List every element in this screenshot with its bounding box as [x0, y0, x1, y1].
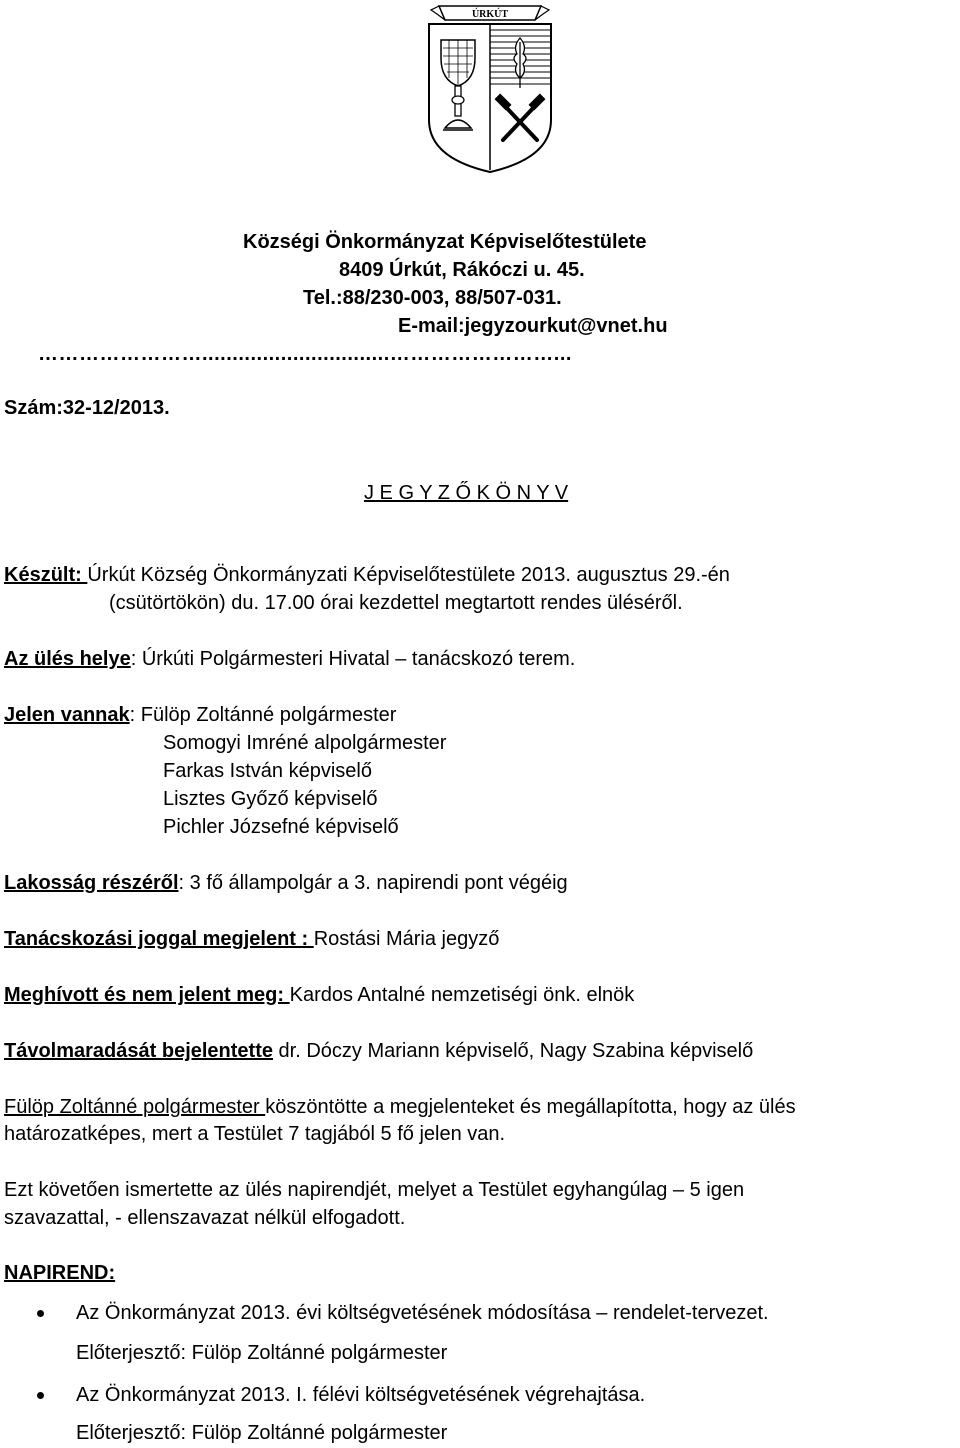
keszult-line-1 [4, 564, 730, 587]
keszult-text: Úrkút Község Önkormányzati Képviselőtestülete 2013. augusztus 29.-én [87, 564, 730, 586]
agenda-approval-line-2: szavazattal, - ellenszavazat nélkül elfogadott. [4, 1207, 406, 1229]
advisory-attendee [4, 928, 499, 951]
keszult-label: Készült: [4, 564, 88, 586]
greeting-line-2: határozatképes, mert a Testület 7 tagjából 5 fő jelen van. [4, 1123, 506, 1145]
public-attendance-label: Lakosság részéről [4, 872, 179, 894]
public-attendance [4, 872, 568, 895]
invited-absent-text: Kardos Antalné nemzetiségi önk. elnök [289, 984, 635, 1006]
org-email: E-mail:jegyzourkut@vnet.hu [398, 315, 668, 337]
invited-absent [4, 984, 634, 1007]
org-name: Községi Önkormányzat Képviselőtestülete [243, 231, 647, 253]
coat-of-arms [425, 0, 555, 175]
attendee-3: Farkas István képviselő [163, 760, 372, 782]
attendee-4: Lisztes Győző képviselő [163, 788, 378, 810]
meeting-location [4, 648, 575, 671]
agenda-item-2-presenter: Előterjesztő: Fülöp Zoltánné polgármester [76, 1422, 448, 1444]
header-separator: ……………………...............................……………………... [38, 343, 572, 365]
greeting-line-1 [4, 1096, 796, 1119]
greeting-label: Fülöp Zoltánné polgármester [4, 1096, 266, 1118]
meeting-location-label: Az ülés helye [4, 648, 131, 670]
crest-banner-text: ÚRKÚT [471, 9, 509, 20]
agenda-title: NAPIREND: [4, 1262, 116, 1284]
announced-absence [4, 1040, 753, 1063]
meeting-location-text: : Úrkúti Polgármesteri Hivatal – tanácskozó terem. [130, 648, 576, 670]
keszult-line-2: (csütörtökön) du. 17.00 órai kezdettel megtartott rendes üléséről. [109, 592, 683, 614]
reference-number: Szám:32-12/2013. [4, 397, 170, 419]
org-address: 8409 Úrkút, Rákóczi u. 45. [339, 259, 585, 281]
agenda-item-2: Az Önkormányzat 2013. I. félévi költségvetésének végrehajtása. [76, 1384, 646, 1406]
attendees-first [4, 704, 396, 727]
attendees-label: Jelen vannak [4, 704, 130, 726]
public-attendance-text: : 3 fő állampolgár a 3. napirendi pont végéig [178, 872, 568, 894]
greeting-text: köszöntötte a megjelenteket és megállapította, hogy az ülés [265, 1096, 796, 1118]
announced-absence-label: Távolmaradását bejelentette [4, 1040, 273, 1062]
agenda-item-1-presenter: Előterjesztő: Fülöp Zoltánné polgármester [76, 1342, 448, 1364]
org-phone: Tel.:88/230-003, 88/507-031. [303, 287, 562, 309]
attendee-5: Pichler Józsefné képviselő [163, 816, 399, 838]
announced-absence-text: dr. Dóczy Mariann képviselő, Nagy Szabina képviselő [273, 1040, 754, 1062]
agenda-bullet-2 [37, 1392, 44, 1399]
advisory-label: Tanácskozási joggal megjelent : [4, 928, 314, 950]
invited-absent-label: Meghívott és nem jelent meg: [4, 984, 290, 1006]
document-title: J E G Y Z Ő K Ö N Y V [364, 482, 569, 504]
agenda-bullet-1 [37, 1310, 44, 1317]
attendee-2: Somogyi Imréné alpolgármester [163, 732, 447, 754]
attendee-1: : Fülöp Zoltánné polgármester [129, 704, 397, 726]
agenda-approval-line-1: Ezt követően ismertette az ülés napirendjét, melyet a Testület egyhangúlag – 5 igen [4, 1179, 745, 1201]
agenda-item-1: Az Önkormányzat 2013. évi költségvetésének módosítása – rendelet-tervezet. [76, 1302, 769, 1324]
advisory-text: Rostási Mária jegyző [313, 928, 500, 950]
